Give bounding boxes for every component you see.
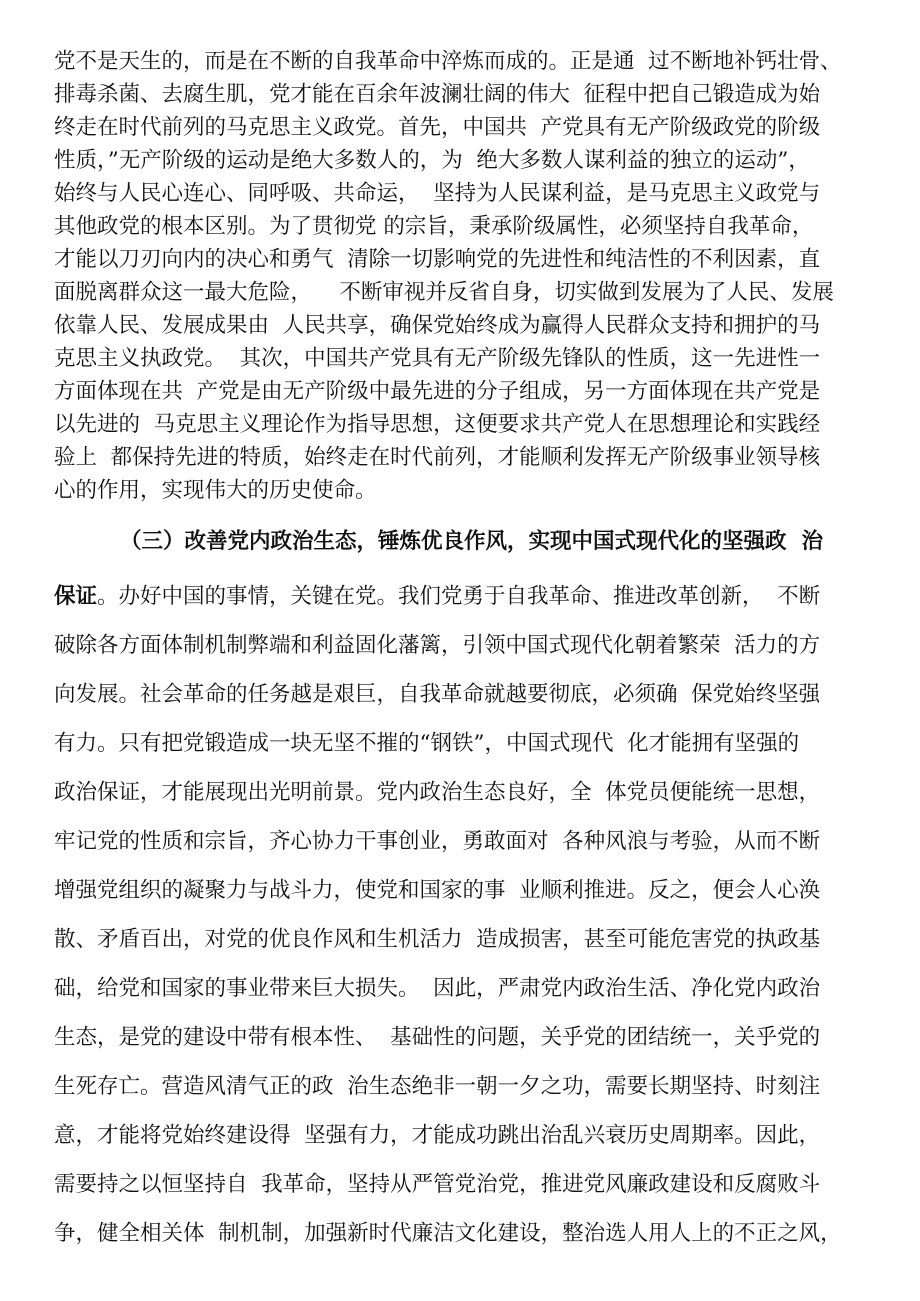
paragraph-2-line-12: 需要持之以恒坚持自 我革命，坚持从严管党治党，推进党风廉政建设和反腐败斗 xyxy=(54,1172,821,1197)
paragraph-1-line-14: 心的作用，实现伟大的历史使命。 xyxy=(54,478,377,503)
paragraph-2-line-2: 向发展。社会革命的任务越是艰巨，自我革命就越要彻底，必须确 保党始终坚强 xyxy=(54,682,821,707)
paragraph-1-line-10: 克思主义执政党。 其次，中国共产党具有无产阶级先锋队的性质，这一先进性一 xyxy=(54,346,821,371)
paragraph-1-line-5: 始终与人民心连心、同呼吸、共命运， 坚持为人民谋利益，是马克思主义政党与 xyxy=(54,181,821,206)
paragraph-1-line-7: 才能以刀刃向内的决心和勇气 清除一切影响党的先进性和纯洁性的不利因素，直 xyxy=(54,247,821,272)
paragraph-2-line-9: 生态，是党的建设中带有根本性、 基础性的问题，关乎党的团结统一，关乎党的 xyxy=(54,1025,821,1050)
paragraph-1-line-8: 面脱离群众这一最大危险， 不断审视并反省自身，切实做到发展为了人民、发展 xyxy=(54,280,834,305)
paragraph-1-line-11: 方面体现在共 产党是由无产阶级中最先进的分子组成，另一方面体现在共产党是 xyxy=(54,379,821,404)
section-heading-bold-tail: 保证 xyxy=(54,584,98,609)
paragraph-2-line-4: 政治保证，才能展现出光明前景。党内政治生态良好，全 体党员便能统一思想， xyxy=(54,780,821,805)
paragraph-2-line-8: 础，给党和国家的事业带来巨大损失。 因此，严肃党内政治生活、净化党内政治 xyxy=(54,976,821,1001)
paragraph-2-line-6: 增强党组织的凝聚力与战斗力，使党和国家的事 业顺利推进。反之，便会人心涣 xyxy=(54,878,821,903)
section-heading-line-2-rest: 。办好中国的事情，关键在党。我们党勇于自我革命、推进改革创新， 不断 xyxy=(97,584,821,609)
paragraph-2-line-3: 有力。只有把党锻造成一块无坚不摧的“钢铁”，中国式现代 化才能拥有坚强的 xyxy=(54,731,800,756)
paragraph-2-line-10: 生死存亡。营造风清气正的政 治生态绝非一朝一夕之功，需要长期坚持、时刻注 xyxy=(54,1074,821,1099)
section-heading-line-1: （三）改善党内政治生态，锤炼优良作风，实现中国式现代化的坚强政 治 xyxy=(120,529,823,554)
paragraph-1-line-2: 排毒杀菌、去腐生肌，党才能在百余年波澜壮阔的伟大 征程中把自己锻造成为始 xyxy=(54,82,821,107)
paragraph-2-line-11: 意，才能将党始终建设得 坚强有力，才能成功跳出治乱兴衰历史周期率。因此， xyxy=(54,1123,821,1148)
paragraph-1-line-9: 依靠人民、发展成果由 人民共享，确保党始终成为赢得人民群众支持和拥护的马 xyxy=(54,313,821,338)
paragraph-1-line-6: 其他政党的根本区别。为了贯彻党 的宗旨，秉承阶级属性，必须坚持自我革命， xyxy=(54,214,814,239)
paragraph-2-line-1: 破除各方面体制机制弊端和利益固化藩篱，引领中国式现代化朝着繁荣 活力的方 xyxy=(54,633,821,658)
paragraph-1-line-4: 性质，”无产阶级的运动是绝大多数人的，为 绝大多数人谋利益的独立的运动”， xyxy=(54,148,810,173)
paragraph-2-line-5: 牢记党的性质和宗旨，齐心协力干事创业，勇敢面对 各种风浪与考验，从而不断 xyxy=(54,829,821,854)
paragraph-1-line-1: 党不是天生的，而是在不断的自我革命中淬炼而成的。正是通 过不断地补钙壮骨、 xyxy=(54,49,842,74)
paragraph-2-line-7: 散、矛盾百出，对党的优良作风和生机活力 造成损害，甚至可能危害党的执政基 xyxy=(54,927,821,952)
paragraph-1-line-12: 以先进的 马克思主义理论作为指导思想，这便要求共产党人在思想理论和实践经 xyxy=(54,412,821,437)
paragraph-2-line-13: 争，健全相关体 制机制，加强新时代廉洁文化建设，整治选人用人上的不正之风， xyxy=(54,1221,842,1246)
section-heading-line-2 xyxy=(54,582,884,612)
paragraph-1-line-3: 终走在时代前列的马克思主义政党。首先，中国共 产党具有无产阶级政党的阶级 xyxy=(54,115,821,140)
paragraph-1-line-13: 验上 都保持先进的特质，始终走在时代前列，才能顺利发挥无产阶级事业领导核 xyxy=(54,445,821,470)
